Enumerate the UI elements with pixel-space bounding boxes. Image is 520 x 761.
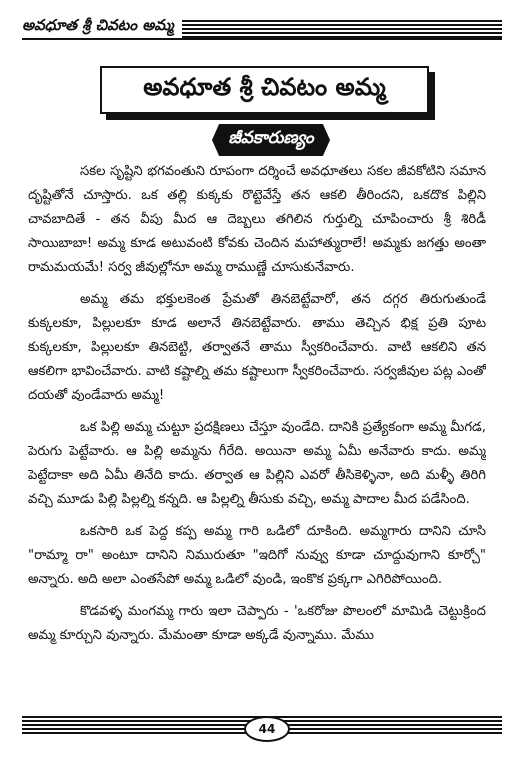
page-number-badge — [244, 716, 290, 742]
body-text — [28, 160, 486, 700]
page-number: 44 — [258, 722, 276, 736]
header-underline — [22, 38, 502, 42]
chapter-heading: జీవకారుణ్యం — [228, 128, 314, 148]
footer — [22, 712, 502, 752]
paragraph: సకల సృష్టిని భగవంతుని రూపంగా దర్శించే అవధూతలు సకల జీవకోటిని సమాన దృష్టితోనే చూస్తారు. ఒక తల్లి కుక్కకు రొట్టెవేస్తే తన ఆకలి తీరిందని, ఒకదొక పిల్లిని చావబాదితే - తన వీపు మీద ఆ దెబ్బలు తగిలిన గుర్తుల్ని చూపించారు శ్రీ శిరిడీ సాయిబాబా! అమ్మ కూడ అటువంటి కోవకు చెందిన మహాత్మురాలే! అమ్మకు జగత్తు అంతా రామమయమే! సర్వ జీవుల్లోనూ అమ్మ రాముణ్ణే చూసుకునేవారు. — [28, 164, 486, 275]
title-box — [100, 66, 429, 114]
chapter-heading-band — [212, 124, 330, 156]
paragraph: ఒకసారి ఒక పెద్ద కప్ప అమ్మ గారి ఒడిలో దూకింది. అమ్మగారు దానిని చూసి "రామ్మా రా" అంటూ దానిని నిమురుతూ "ఇదిగో నువ్వు కూడా చూద్దువుగాని కూర్చో" అన్నారు. అది అలా ఎంతసేపో అమ్మ ఒడిలో వుండి, ఇంకొక ప్రక్కగా ఎగిరిపోయింది. — [28, 524, 486, 587]
running-head-title: అవధూత శ్రీ చివటం అమ్మ — [22, 16, 182, 38]
paragraph: ఒక పిల్లి అమ్మ చుట్టూ ప్రదక్షిణలు చేస్తూ వుండేది. దానికి ప్రత్యేకంగా అమ్మ మీగడ, పెరుగు పెట్టేవారు. ఆ పిల్లి అమ్మను గీరేది. అయినా అమ్మ ఏమీ అనేవారు కాదు. అమ్మ పెట్టేదాకా అది ఏమీ తినేది కాదు. తర్వాత ఆ పిల్లిని ఎవరో తీసికెళ్ళినా, అది మళ్ళీ తిరిగి వచ్చి మూడు పిల్లి పిల్లల్ని కన్నది. ఆ పిల్లల్ని తీసుకు వచ్చి, అమ్మ పాదాల మీద పడేసింది. — [28, 420, 486, 507]
running-head — [22, 8, 502, 48]
paragraph: అమ్మ తమ భక్తులకెంత ప్రేమతో తినబెట్టేవారో, తన దగ్గర తిరుగుతుండే కుక్కలకూ, పిల్లులకూ కూడ అలానే తినబెట్టేవారు. తాము తెచ్చిన భిక్ష ప్రతి పూట కుక్కలకూ, పిల్లులకూ తినబెట్టి, తర్వాతనే తాము స్వీకరించేవారు. వాటి ఆకలిని తన ఆకలిగా భావించేవారు. వాటి కష్టాల్ని తమ కష్టాలుగా స్వీకరించేవారు. సర్వజీవుల పట్ల ఎంతో దయతో వుండేవారు అమ్మ! — [28, 292, 486, 403]
page-title: అవధూత శ్రీ చివటం అమ్మ — [143, 73, 386, 101]
paragraph: కొడవళ్ళ మంగమ్మ గారు ఇలా చెప్పారు - 'ఒకరోజు పొలంలో మామిడి చెట్టుక్రింద అమ్మ కూర్చుని వున్నారు. మేమంతా కూడా అక్కడే వున్నాము. మేము — [28, 604, 486, 643]
header-rule — [182, 20, 502, 40]
